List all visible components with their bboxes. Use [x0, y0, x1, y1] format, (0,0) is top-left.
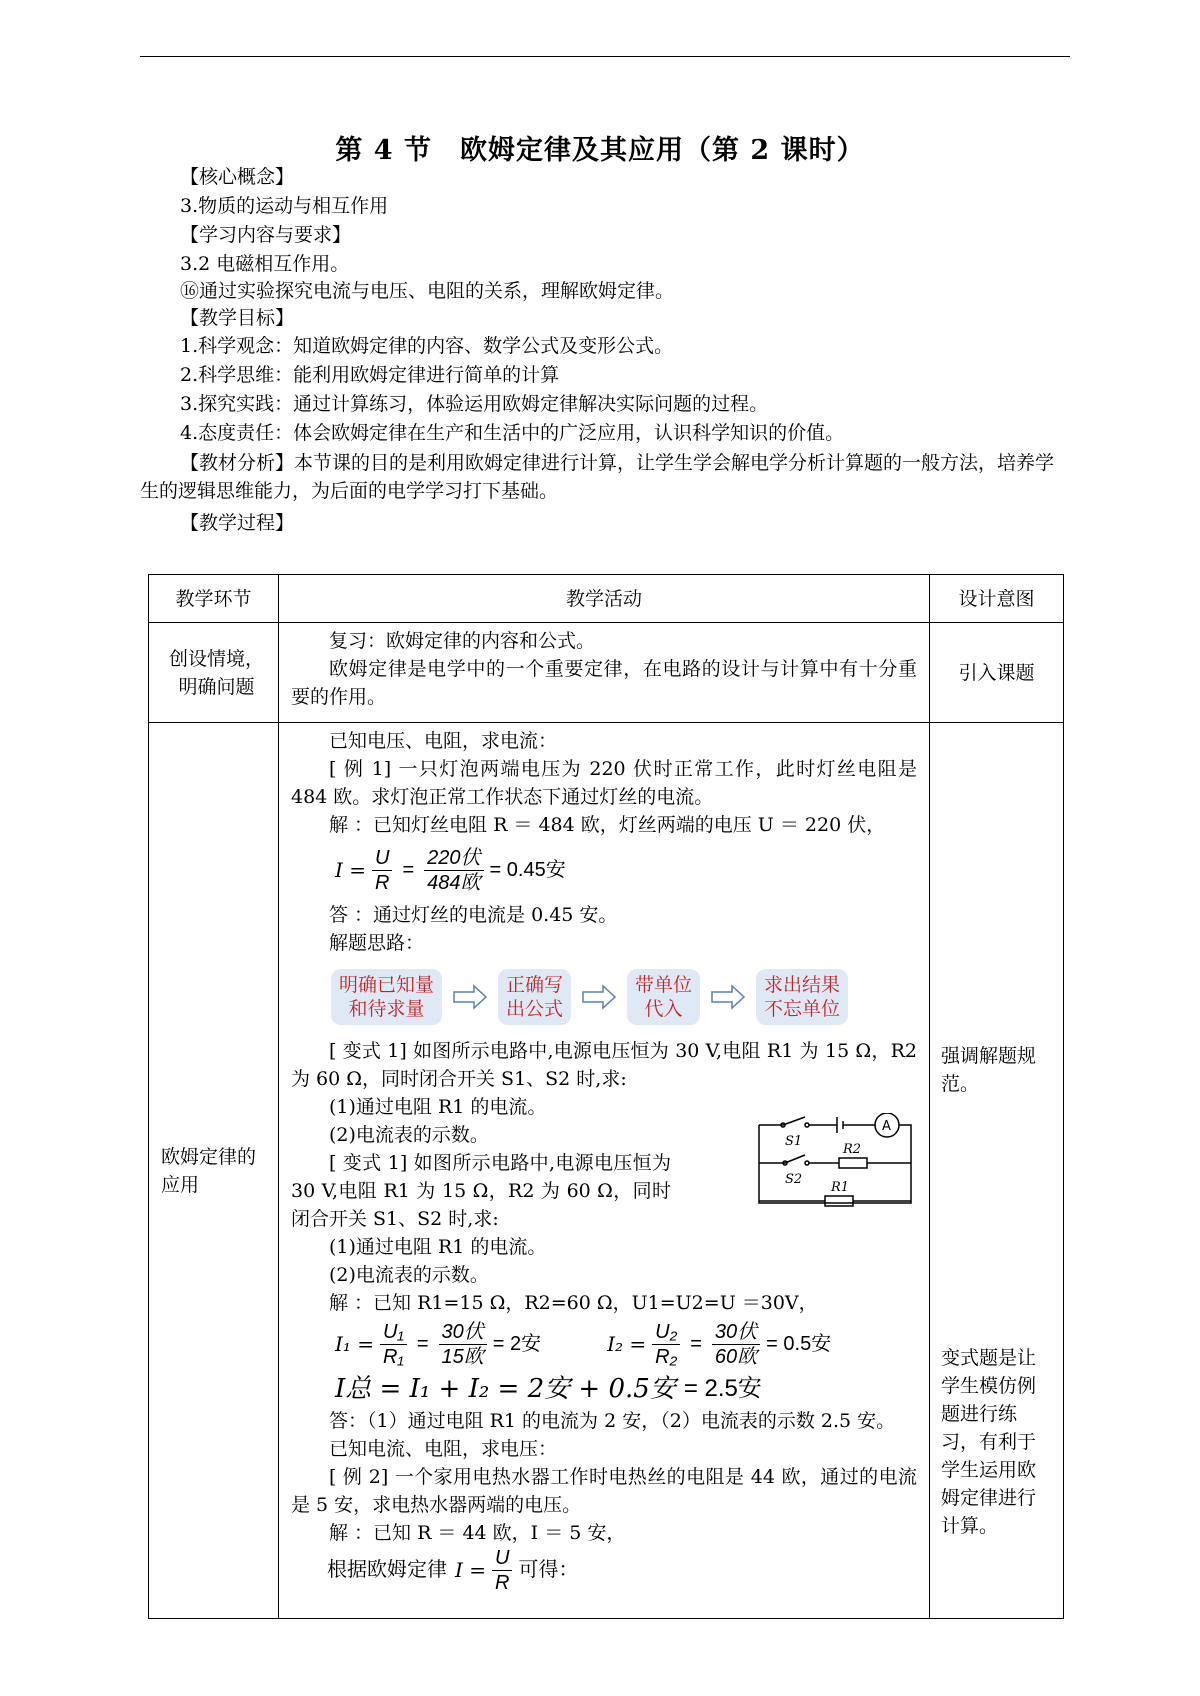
page-title: 第 4 节 欧姆定律及其应用（第 2 课时） [335, 135, 865, 166]
goal-1: 1.科学观念：知道欧姆定律的内容、数学公式及变形公式。 [180, 335, 674, 357]
denominator: R₂ [655, 1345, 678, 1368]
variant-1-text: [ 变式 1] 如图所示电路中,电源电压恒为 30 V,电阻 R1 为 15 Ω，R2 为 60 Ω，同时闭合开关 S1、S2 时,求: [291, 1152, 671, 1230]
numerator: U [372, 846, 392, 871]
solution-text: 解 ：已知 R ＝ 44 欧，I ＝ 5 安， [329, 1522, 626, 1544]
flow-step-label: 带单位 代入 [635, 974, 693, 1020]
label-s2: S2 [785, 1172, 803, 1187]
fraction [712, 1320, 760, 1369]
stage-cell: 欧姆定律的应用 [149, 723, 279, 1619]
fraction [439, 1320, 487, 1369]
question-2: (2)电流表的示数。 [329, 1264, 489, 1286]
variant-1-text: [ 变式 1] 如图所示电路中,电源电压恒为 30 V,电阻 R1 为 15 Ω，R2 为 60 Ω，同时闭合开关 S1、S2 时,求: [291, 1040, 917, 1090]
req-heading: 【学习内容与要求】 [180, 224, 352, 246]
arrow-right-icon [581, 984, 617, 1010]
formula-branch-currents [291, 1317, 917, 1371]
formula-prefix: 根据欧姆定律 [327, 1559, 447, 1581]
formula-lhs: I = [455, 1558, 487, 1582]
denominator: 15欧 [441, 1345, 484, 1368]
intent-cell [930, 723, 1064, 1619]
fraction [380, 1320, 407, 1369]
formula-current [291, 839, 917, 901]
flow-step [331, 969, 442, 1025]
flow-step [498, 969, 571, 1025]
equals-sign: = [690, 1333, 702, 1355]
activity-text: 解题思路： [329, 932, 425, 954]
numerator: U [492, 1546, 512, 1571]
flow-step-label: 正确写 出公式 [506, 974, 564, 1020]
goal-heading: 【教学目标】 [180, 307, 295, 329]
activity-cell [279, 623, 930, 723]
flow-step [627, 969, 700, 1025]
formula-lhs: I₂ = [607, 1332, 647, 1356]
solution-text: 解 ：已知灯丝电阻 R ＝ 484 欧，灯丝两端的电压 U ＝ 220 伏， [329, 814, 886, 836]
question-2: (2)电流表的示数。 [329, 1124, 489, 1146]
table-row [149, 723, 1064, 1619]
label-r1: R1 [831, 1180, 850, 1195]
activity-text: 欧姆定律是电学中的一个重要定律，在电路的设计与计算中有十分重要的作用。 [291, 658, 917, 708]
req-item-1: 3.2 电磁相互作用。 [180, 253, 350, 275]
answer-text: 答 ：通过灯丝的电流是 0.45 安。 [329, 904, 618, 926]
activity-text: 已知电压、电阻，求电流： [329, 730, 558, 752]
formula-result: = 2.5安 [683, 1375, 762, 1402]
formula-total-current [291, 1371, 917, 1407]
example-1-text: [ 例 1] 一只灯泡两端电压为 220 伏时正常工作，此时灯丝电阻是 484 欧。求灯泡正常工作状态下通过灯丝的电流。 [291, 758, 917, 808]
denominator: R₁ [383, 1345, 404, 1368]
equals-sign: = [416, 1333, 429, 1355]
flow-step-label: 求出结果 不忘单位 [764, 974, 841, 1020]
goal-3: 3.探究实践：通过计算练习，体验运用欧姆定律解决实际问题的过程。 [180, 393, 769, 415]
arrow-right-icon [452, 984, 488, 1010]
numerator: 30伏 [712, 1320, 760, 1345]
question-1: (1)通过电阻 R1 的电流。 [329, 1096, 547, 1118]
solution-text: 解 ：已知 R1=15 Ω，R2=60 Ω，U1=U2=U ＝30V， [329, 1292, 818, 1314]
formula-ohms-law [291, 1547, 917, 1593]
example-2-text: [ 例 2] 一个家用电热水器工作时电热丝的电阻是 44 欧，通过的电流是 5 安，求电热水器两端的电压。 [291, 1466, 917, 1516]
fraction [372, 846, 392, 895]
intent-cell: 引入课题 [930, 623, 1064, 723]
teaching-process-table [148, 574, 1064, 1619]
goal-2: 2.科学思维：能利用欧姆定律进行简单的计算 [180, 364, 560, 386]
intent-text: 强调解题规范。 [941, 1045, 1037, 1095]
question-1: (1)通过电阻 R1 的电流。 [329, 1236, 547, 1258]
equals-sign: = [402, 859, 415, 881]
label-r2: R2 [843, 1142, 862, 1157]
intent-text: 变式题是让学生模仿例题进行练习，有利于学生运用欧姆定律进行计算。 [941, 1347, 1037, 1537]
activity-cell [279, 723, 930, 1619]
ammeter-label: A [882, 1119, 891, 1134]
numerator: 30伏 [439, 1320, 487, 1345]
activity-text: 复习：欧姆定律的内容和公式。 [329, 630, 596, 652]
header-intent: 设计意图 [930, 575, 1064, 623]
stage-cell: 创设情境，明确问题 [149, 623, 279, 723]
material-analysis: 【教材分析】本节课的目的是利用欧姆定律进行计算，让学生学会解电学分析计算题的一般方法，培养学生的逻辑思维能力，为后面的电学学习打下基础。 [140, 452, 1055, 502]
formula-result: = 0.5安 [766, 1333, 832, 1355]
solution-flowchart [291, 961, 917, 1033]
formula-result: = 2安 [492, 1333, 542, 1355]
table-row [149, 623, 1064, 723]
core-item: 3.物质的运动与相互作用 [180, 195, 389, 217]
formula-suffix: 可得： [518, 1559, 579, 1581]
denominator: 60欧 [714, 1345, 758, 1368]
activity-text: 已知电流、电阻，求电压： [329, 1438, 558, 1460]
arrow-right-icon [710, 984, 746, 1010]
denominator: 484欧 [427, 871, 481, 894]
core-heading: 【核心概念】 [180, 166, 295, 188]
process-heading: 【教学过程】 [180, 512, 295, 534]
numerator: 220伏 [424, 846, 483, 871]
circuit-diagram [755, 1113, 915, 1207]
fraction [424, 846, 483, 895]
fraction [652, 1320, 680, 1369]
formula-lhs: I₁ = [335, 1332, 375, 1356]
header-rule [140, 56, 1070, 57]
flow-step [756, 969, 848, 1025]
goal-4: 4.态度责任：体会欧姆定律在生产和生活中的广泛应用，认识科学知识的价值。 [180, 422, 845, 444]
table-header-row [149, 575, 1064, 623]
formula-expression: I总 = I₁ + I₂ = 2安 + 0.5安 [335, 1374, 676, 1404]
fraction [492, 1546, 512, 1595]
header-stage: 教学环节 [149, 575, 279, 623]
req-item-2: ⑯通过实验探究电流与电压、电阻的关系，理解欧姆定律。 [180, 280, 675, 302]
denominator: R [375, 871, 390, 894]
denominator: R [495, 1571, 510, 1594]
header-activity: 教学活动 [279, 575, 930, 623]
answer-text: 答：（1）通过电阻 R1 的电流为 2 安，（2）电流表的示数 2.5 安。 [329, 1410, 896, 1432]
numerator: U₁ [380, 1320, 407, 1345]
flow-step-label: 明确已知量 和待求量 [339, 974, 435, 1020]
formula-lhs: I = [335, 858, 367, 882]
formula-result: = 0.45安 [489, 859, 566, 881]
numerator: U₂ [652, 1320, 680, 1345]
label-s1: S1 [785, 1134, 803, 1149]
